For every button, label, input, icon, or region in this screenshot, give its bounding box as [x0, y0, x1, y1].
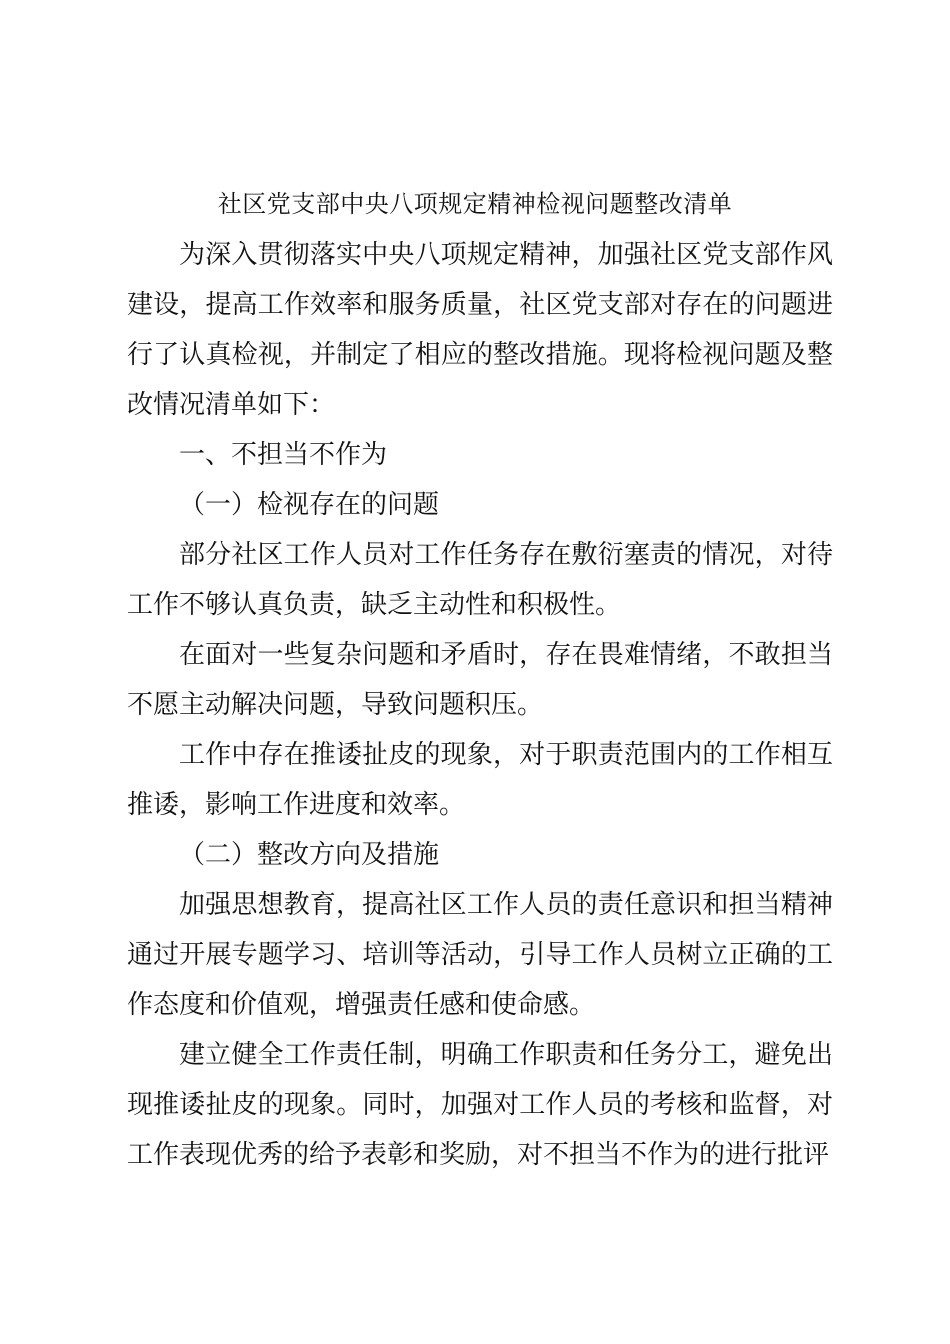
subsection-heading-2: （二）整改方向及措施	[179, 840, 440, 870]
subsection-heading-1: （一）检视存在的问题	[179, 490, 440, 520]
measure-paragraph-1: 加强思想教育，提高社区工作人员的责任意识和担当精神通过开展专题学习、培训等活动，引导工作人员树立正确的工作态度和价值观，增强责任感和使命感。	[127, 890, 833, 1020]
intro-paragraph: 为深入贯彻落实中央八项规定精神，加强社区党支部作风建设，提高工作效率和服务质量，社区党支部对存在的问题进行了认真检视，并制定了相应的整改措施。现将检视问题及整改情况清单如下：	[127, 240, 833, 420]
document-body	[127, 230, 833, 1180]
problem-paragraph-1: 部分社区工作人员对工作任务存在敷衍塞责的情况，对待工作不够认真负责，缺乏主动性和积极性。	[127, 540, 833, 620]
problem-paragraph-2: 在面对一些复杂问题和矛盾时，存在畏难情绪，不敢担当不愿主动解决问题，导致问题积压。	[127, 640, 833, 720]
problem-paragraph-3: 工作中存在推诿扯皮的现象，对于职责范围内的工作相互推诿，影响工作进度和效率。	[127, 740, 833, 820]
section-heading-1: 一、不担当不作为	[179, 440, 388, 470]
measure-paragraph-2: 建立健全工作责任制，明确工作职责和任务分工，避免出现推诿扯皮的现象。同时，加强对工作人员的考核和监督，对工作表现优秀的给予表彰和奖励，对不担当不作为的进行批评	[127, 1040, 833, 1170]
document-title: 社区党支部中央八项规定精神检视问题整改清单	[217, 190, 733, 218]
